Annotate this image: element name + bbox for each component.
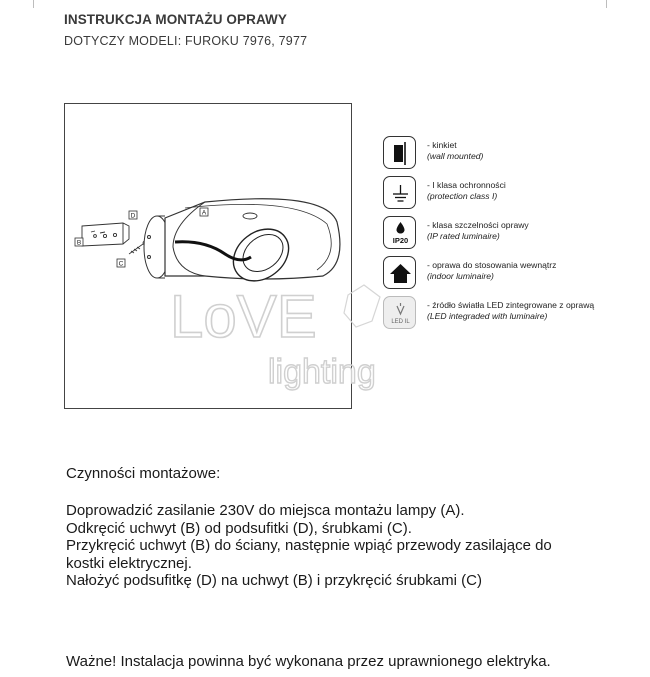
instruction-step: Nałożyć podsufitkę (D) na uchwyt (B) i przykręcić śrubkami (C) [66,572,482,590]
legend-text-ip-rating: - klasa szczelności oprawy (IP rated luminaire) [427,220,529,241]
instructions-title: Czynności montażowe: [66,465,221,482]
instruction-step: kostki elektrycznej. [66,554,192,572]
legend-text-wall-mounted: - kinkiet (wall mounted) [427,140,484,161]
svg-text:IP20: IP20 [392,236,409,245]
document-title: INSTRUKCJA MONTAŻU OPRAWY [64,12,287,27]
crop-mark-left [33,0,34,8]
instruction-step: Doprowadzić zasilanie 230V do miejsca montażu lampy (A). [66,502,465,519]
label-c: C [118,260,124,268]
legend-text-indoor: - oprawa do stosowania wewnątrz (indoor luminaire) [427,260,557,281]
label-d: D [130,212,136,220]
instruction-step: Przykręcić uchwyt (B) do ściany, następnie wpiąć przewody zasilające do [66,537,552,555]
electrician-warning-note: Ważne! Instalacja powinna być wykonana przez uprawnionego elektryka. [66,653,551,670]
led-integrated-icon [383,296,416,329]
crop-mark-right [606,0,607,8]
legend-text-protection-class: - I klasa ochronności (protection class I) [427,180,506,201]
document-subtitle: DOTYCZY MODELI: FUROKU 7976, 7977 [64,34,308,48]
svg-text:LED IL: LED IL [391,319,410,325]
watermark-diamond-icon [344,285,380,327]
indoor-house-icon [383,256,416,289]
luminaire-sensor-hole [243,213,257,219]
instructions-steps [66,502,636,590]
label-a: A [201,209,207,217]
watermark-word-love: LoVE [170,283,317,350]
ip20-drop-icon [383,216,416,249]
watermark-word-lighting: lighting [268,353,376,391]
legend-text-led-integrated: - źródło światła LED zintegrowane z oprawą (LED integraded with luminaire) [427,300,595,321]
watermark-logo [168,275,398,405]
ground-class-icon [383,176,416,209]
wall-mounted-icon [383,136,416,169]
mounting-bracket [82,223,129,246]
label-b: B [76,239,82,247]
instruction-step: Odkręcić uchwyt (B) od podsufitki (D), śrubkami (C). [66,519,412,537]
